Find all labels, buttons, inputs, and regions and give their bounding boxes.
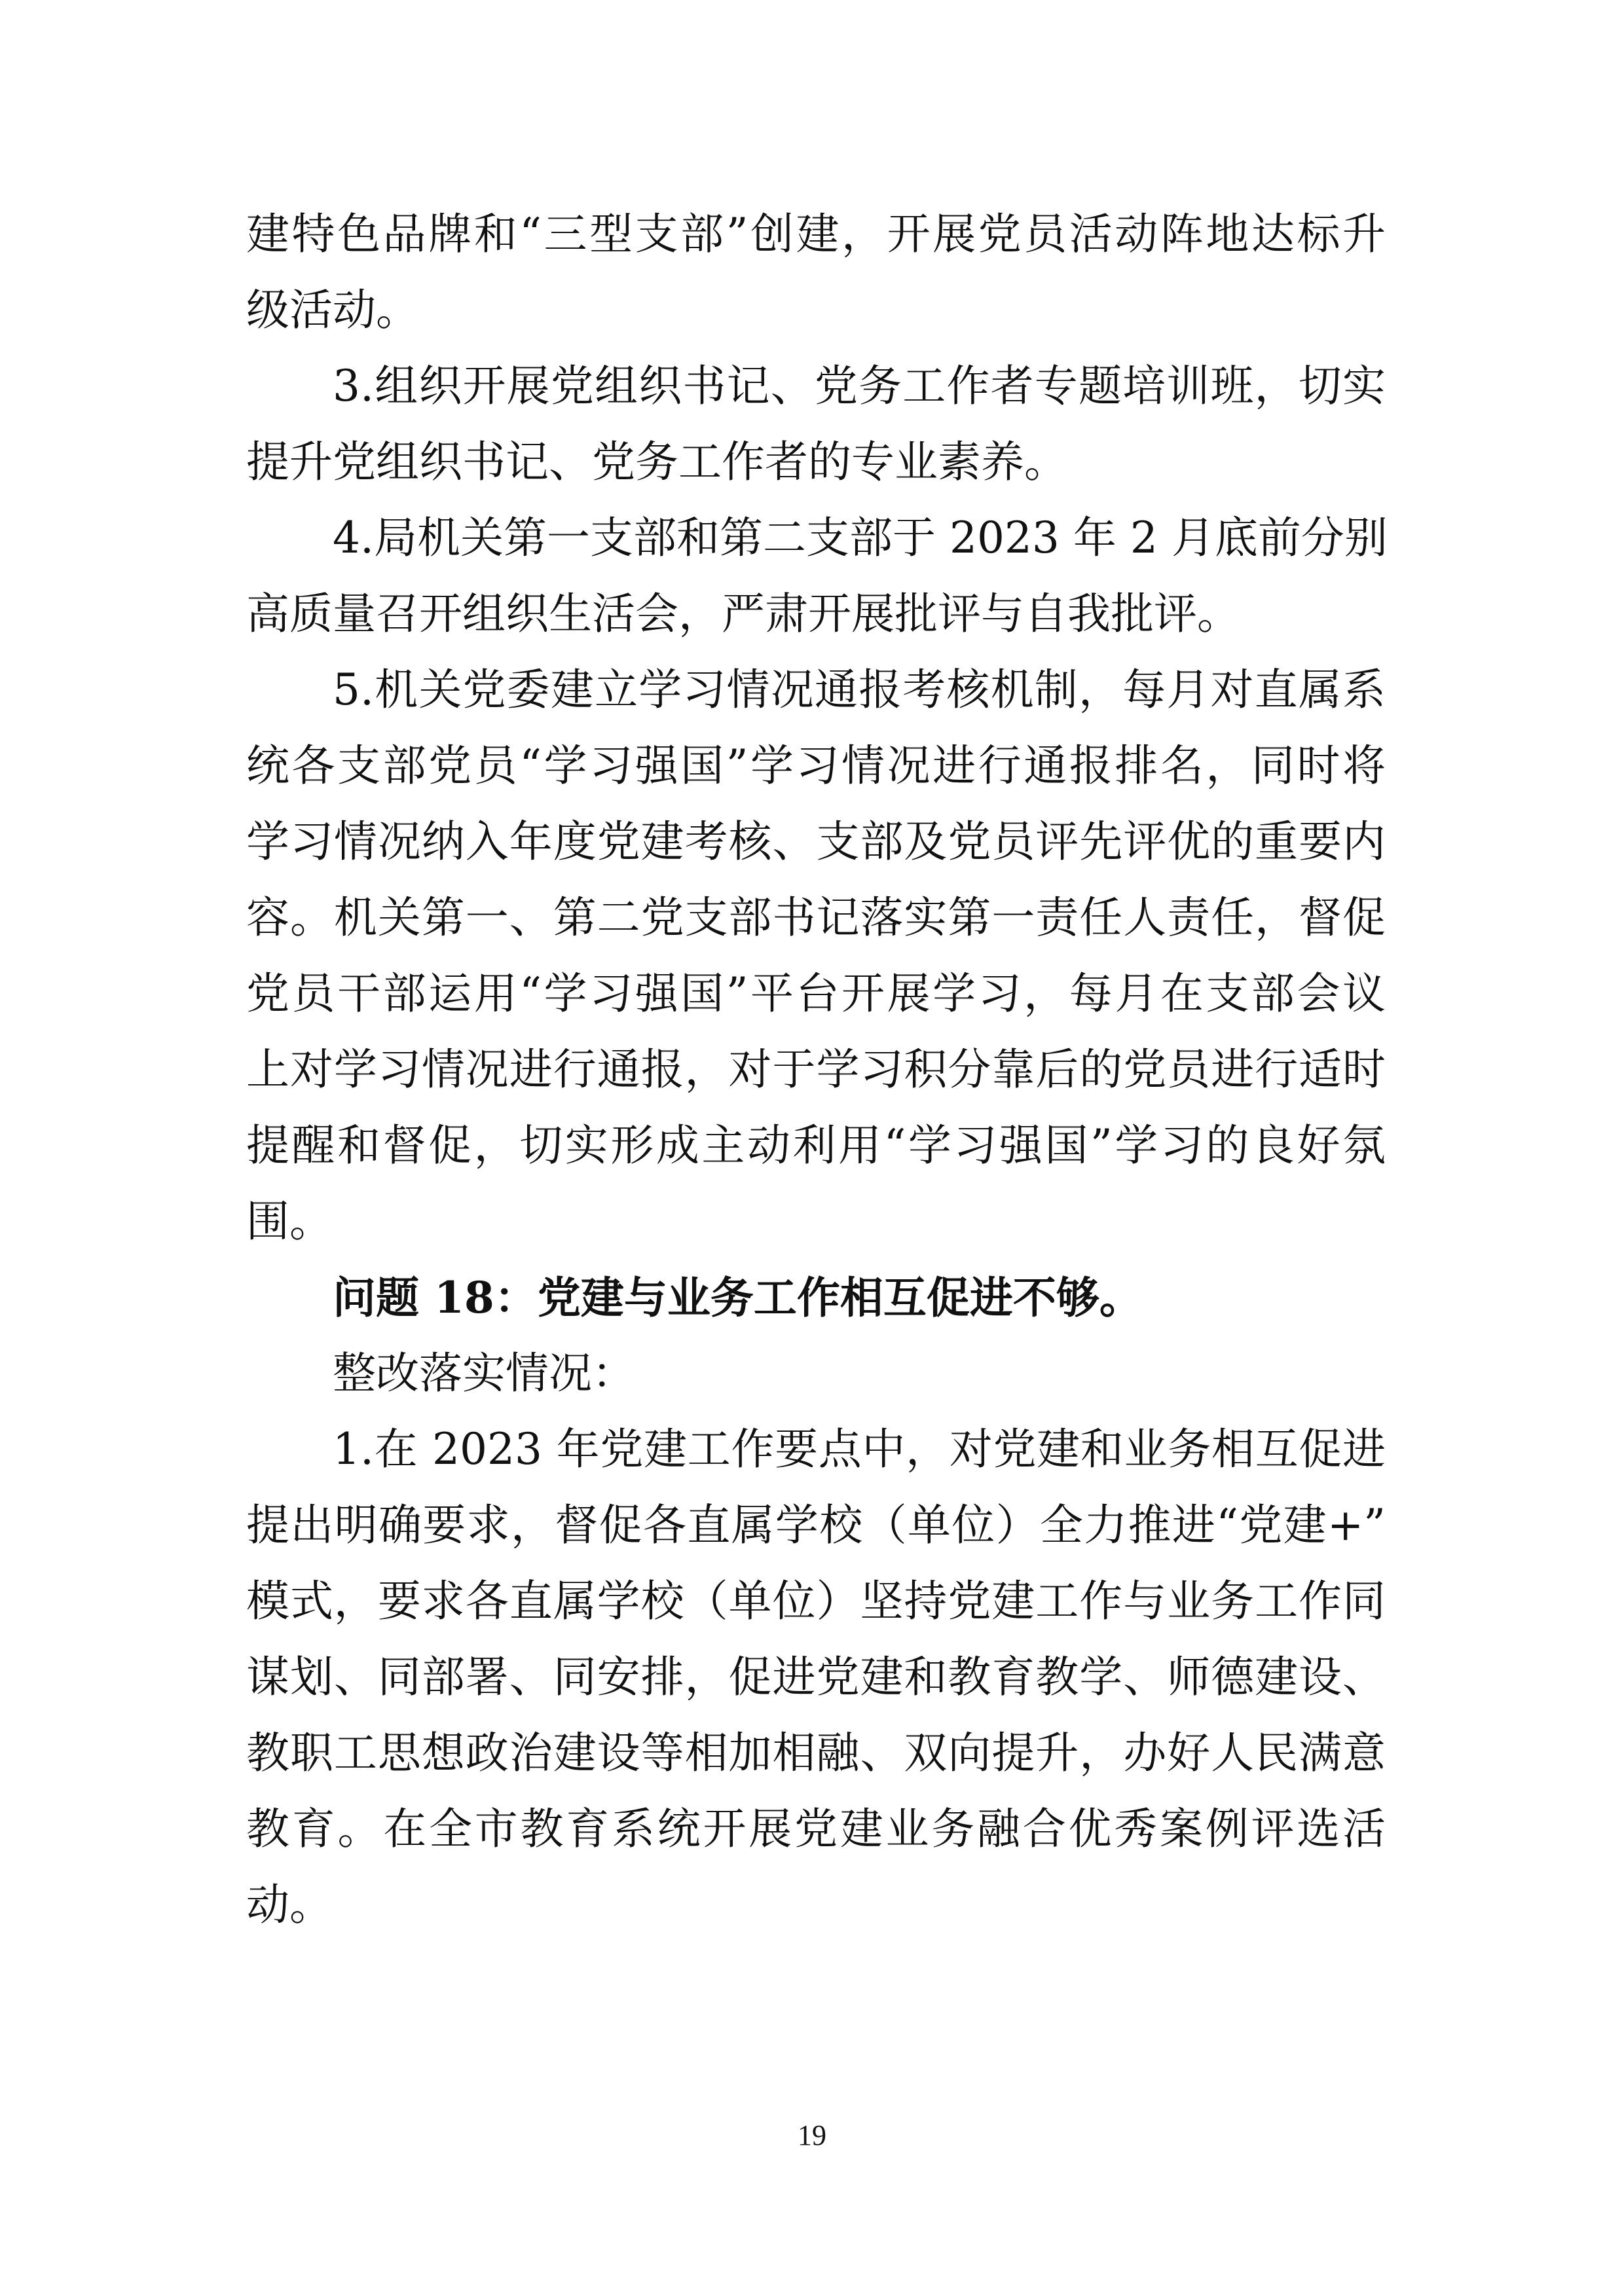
text-line: 教育。在全市教育系统开展党建业务融合优秀案例评选活 [246,1804,1386,1854]
body-text [246,196,1386,1943]
text-line: 教职工思想政治建设等相加相融、双向提升，办好人民满意 [246,1728,1386,1778]
text-line: 高质量召开组织生活会，严肃开展批评与自我批评。 [246,589,1240,639]
text-line: 谋划、同部署、同安排，促进党建和教育教学、师德建设、 [246,1652,1386,1702]
text-line: 围。 [246,1196,333,1247]
text-line: 提升党组织书记、党务工作者的专业素养。 [246,437,1067,487]
text-line: 学习情况纳入年度党建考核、支部及党员评先评优的重要内 [246,816,1386,867]
text-line: 模式，要求各直属学校（单位）坚持党建工作与业务工作同 [246,1576,1386,1626]
text-line: 建特色品牌和“三型支部”创建，开展党员活动阵地达标升 [246,209,1386,259]
text-line: 4.局机关第一支部和第二支部于 2023 年 2 月底前分别 [333,513,1388,563]
text-line: 党员干部运用“学习强国”平台开展学习，每月在支部会议 [246,968,1386,1019]
text-line: 级活动。 [246,285,419,335]
rectification-label: 整改落实情况： [333,1348,635,1398]
problem-heading: 问题 18：党建与业务工作相互促进不够。 [333,1272,1143,1323]
text-line: 统各支部党员“学习强国”学习情况进行通报排名，同时将 [246,740,1386,791]
text-line: 5.机关党委建立学习情况通报考核机制，每月对直属系 [333,665,1386,715]
text-line: 3.组织开展党组织书记、党务工作者专题培训班，切实 [333,361,1386,411]
text-line: 上对学习情况进行通报，对于学习积分靠后的党员进行适时 [246,1044,1386,1095]
text-line: 动。 [246,1880,333,1930]
text-line: 提出明确要求，督促各直属学校（单位）全力推进“党建+” [246,1500,1386,1550]
text-line: 容。机关第一、第二党支部书记落实第一责任人责任，督促 [246,892,1386,943]
page-number: 19 [798,2119,826,2151]
text-line: 提醒和督促，切实形成主动利用“学习强国”学习的良好氛 [246,1120,1386,1171]
text-line: 1.在 2023 年党建工作要点中，对党建和业务相互促进 [333,1424,1386,1474]
